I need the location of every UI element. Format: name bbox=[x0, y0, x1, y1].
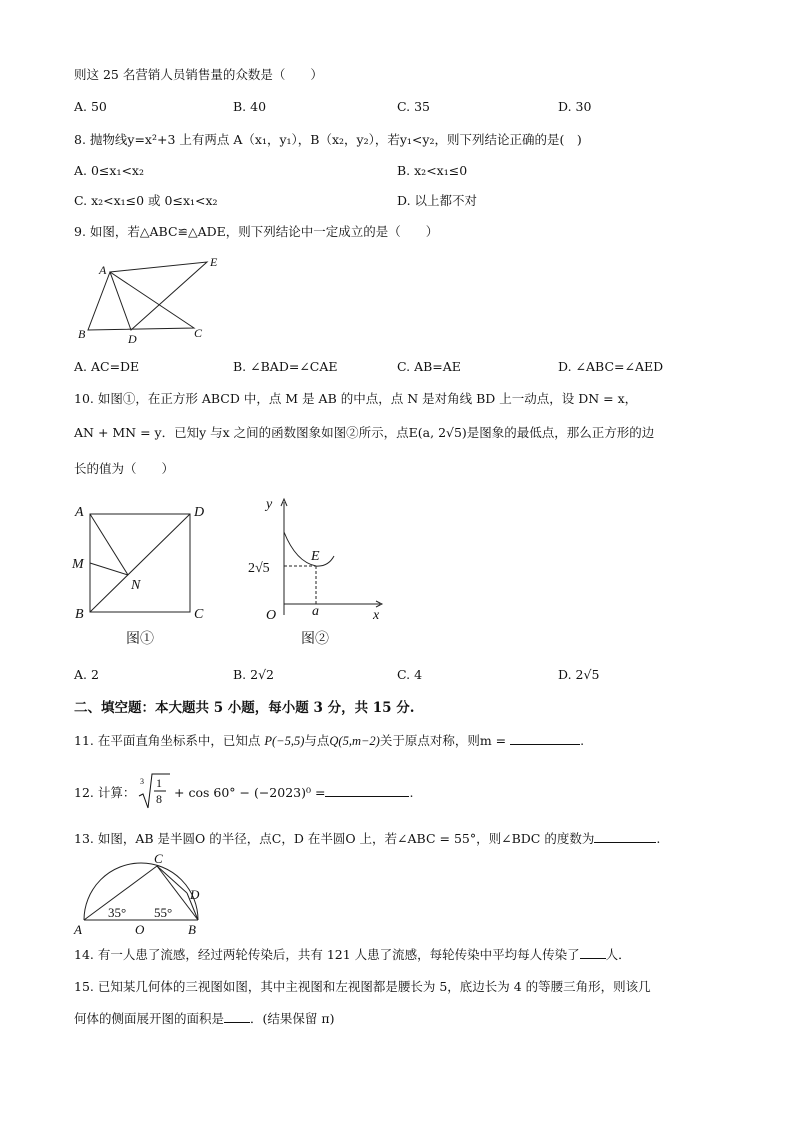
section-2-heading: 二、填空题：本大题共 5 小题，每小题 3 分，共 15 分. bbox=[74, 700, 415, 716]
fig1-label-n: N bbox=[131, 578, 141, 593]
q15-line1: 15. 已知某几何体的三视图如图，其中主视图和左视图都是腰长为 5，底边长为 4 的等腰三角形，则该几 bbox=[74, 979, 651, 994]
q11-line bbox=[74, 732, 584, 750]
q9-label-a: A bbox=[99, 263, 107, 277]
q10-stem-line1: 10. 如图①，在正方形 ABCD 中，点 M 是 AB 的中点，点 N 是对角线 BD 上一动点，设 DN = x， bbox=[74, 391, 638, 406]
q10-option-b: B. 2√2 bbox=[233, 667, 275, 682]
fig2-label-2root5: 2√5 bbox=[248, 561, 270, 576]
fig2-label-o: O bbox=[266, 608, 277, 623]
q13-label-o: O bbox=[135, 922, 145, 936]
q13-angle-35: 35° bbox=[108, 905, 127, 920]
fig1-label-d: D bbox=[194, 505, 205, 520]
segment-an bbox=[90, 514, 128, 575]
q11-answer-blank bbox=[510, 732, 580, 745]
q9-option-a: A. AC=DE bbox=[74, 359, 140, 374]
segment-mn bbox=[90, 563, 128, 575]
q13-stem: 13. 如图，AB 是半圆O 的半径，点C，D 在半圆O 上，若∠ABC = 55°，则∠BDC 的度数为 bbox=[74, 831, 595, 846]
q11-mid: 与点 bbox=[304, 733, 330, 748]
q7-option-b: B. 40 bbox=[233, 99, 267, 114]
q14-end: 人． bbox=[605, 947, 631, 962]
q13-line bbox=[74, 830, 660, 848]
q8-option-d: D. 以上都不对 bbox=[397, 193, 478, 208]
diagonal-bd bbox=[90, 514, 190, 612]
q10-option-a: A. 2 bbox=[74, 667, 99, 682]
q8-option-c: C. x₂<x₁≤0 或 0≤x₁<x₂ bbox=[74, 193, 218, 208]
q15-line2-suffix: ．(结果保留 π) bbox=[250, 1011, 335, 1026]
q13-label-c: C bbox=[154, 852, 163, 866]
q13-end: . bbox=[656, 831, 661, 846]
q12-fraction-den: 8 bbox=[156, 792, 162, 806]
fig2-label-y: y bbox=[266, 497, 273, 512]
q12-line bbox=[74, 784, 135, 802]
q13-angle-55: 55° bbox=[154, 905, 173, 920]
q13-label-d: D bbox=[190, 887, 200, 902]
chord-cd bbox=[157, 866, 187, 893]
q13-label-a: A bbox=[74, 922, 82, 936]
fig1-caption: 图① bbox=[126, 632, 154, 647]
q12-expr-line bbox=[174, 784, 413, 802]
function-curve bbox=[284, 532, 334, 566]
q12-prefix: 12. 计算： bbox=[74, 785, 136, 800]
q11-point-q: Q(5,m−2) bbox=[329, 734, 380, 748]
q11-suffix: 关于原点对称，则m = bbox=[379, 733, 507, 748]
q7-option-c: C. 35 bbox=[397, 99, 430, 114]
q13-label-b: B bbox=[188, 922, 196, 936]
q12-cube-root bbox=[136, 770, 172, 814]
q10-option-d: D. 2√5 bbox=[558, 667, 600, 682]
q9-figure bbox=[74, 250, 234, 350]
fig1-label-m: M bbox=[72, 557, 84, 572]
fig2-label-x: x bbox=[373, 608, 380, 623]
q15-line2 bbox=[74, 1010, 334, 1028]
q10-stem-line3: 长的值为（ ） bbox=[74, 461, 175, 476]
q8-option-b: B. x₂<x₁≤0 bbox=[397, 163, 468, 178]
fig1-label-a: A bbox=[75, 505, 84, 520]
q9-stem: 9. 如图，若△ABC≌△ADE，则下列结论中一定成立的是（ ） bbox=[74, 224, 439, 239]
q9-label-c: C bbox=[194, 326, 203, 340]
q9-option-d: D. ∠ABC=∠AED bbox=[558, 359, 664, 374]
q9-label-e: E bbox=[210, 255, 218, 269]
fig1-label-b: B bbox=[75, 607, 84, 622]
q12-root-index: 3 bbox=[140, 777, 144, 786]
q8-stem: 8. 抛物线y=x²+3 上有两点 A（x₁，y₁），B（x₂，y₂），若y₁<y₂，则下列结论正确的是( ) bbox=[74, 132, 582, 147]
q10-stem-line2: AN + MN = y．已知y 与x 之间的函数图象如图②所示，点E(a, 2√5)是图象的最低点，那么正方形的边 bbox=[74, 425, 655, 440]
q7-stem: 则这 25 名营销人员销售量的众数是（ ） bbox=[74, 67, 323, 82]
q11-point-p: P(−5,5) bbox=[264, 734, 305, 748]
q9-option-c: C. AB=AE bbox=[397, 359, 461, 374]
q8-option-a: A. 0≤x₁<x₂ bbox=[74, 163, 144, 178]
q14-answer-blank bbox=[580, 946, 606, 959]
q13-figure bbox=[72, 852, 212, 936]
triangle-ade bbox=[110, 262, 207, 330]
fig2-label-a: a bbox=[312, 604, 319, 619]
q10-figure-1 bbox=[70, 498, 220, 652]
q7-option-a: A. 50 bbox=[74, 99, 107, 114]
q12-end: . bbox=[409, 785, 414, 800]
q9-label-d: D bbox=[128, 332, 137, 346]
q11-end: . bbox=[580, 733, 585, 748]
q11-prefix: 11. 在平面直角坐标系中，已知点 bbox=[74, 733, 261, 748]
q13-answer-blank bbox=[594, 830, 656, 843]
q12-expr: + cos 60° − (−2023)⁰ = bbox=[174, 785, 326, 800]
q14-line bbox=[74, 946, 631, 964]
q10-option-c: C. 4 bbox=[397, 667, 423, 682]
q10-figure-2 bbox=[244, 490, 394, 652]
q7-option-d: D. 30 bbox=[558, 99, 592, 114]
q15-line2-prefix: 何体的侧面展开图的面积是 bbox=[74, 1011, 225, 1026]
q9-option-b: B. ∠BAD=∠CAE bbox=[233, 359, 338, 374]
fig2-label-e: E bbox=[311, 549, 320, 564]
fig1-label-c: C bbox=[194, 607, 204, 622]
q12-fraction-num: 1 bbox=[156, 776, 162, 790]
semicircle-arc bbox=[84, 863, 198, 920]
fig2-caption: 图② bbox=[301, 632, 329, 647]
q15-answer-blank bbox=[224, 1010, 250, 1023]
q14-stem: 14. 有一人患了流感，经过两轮传染后，共有 121 人患了流感，每轮传染中平均每人传染了 bbox=[74, 947, 580, 962]
q12-answer-blank bbox=[325, 784, 409, 797]
q9-label-b: B bbox=[78, 327, 86, 341]
